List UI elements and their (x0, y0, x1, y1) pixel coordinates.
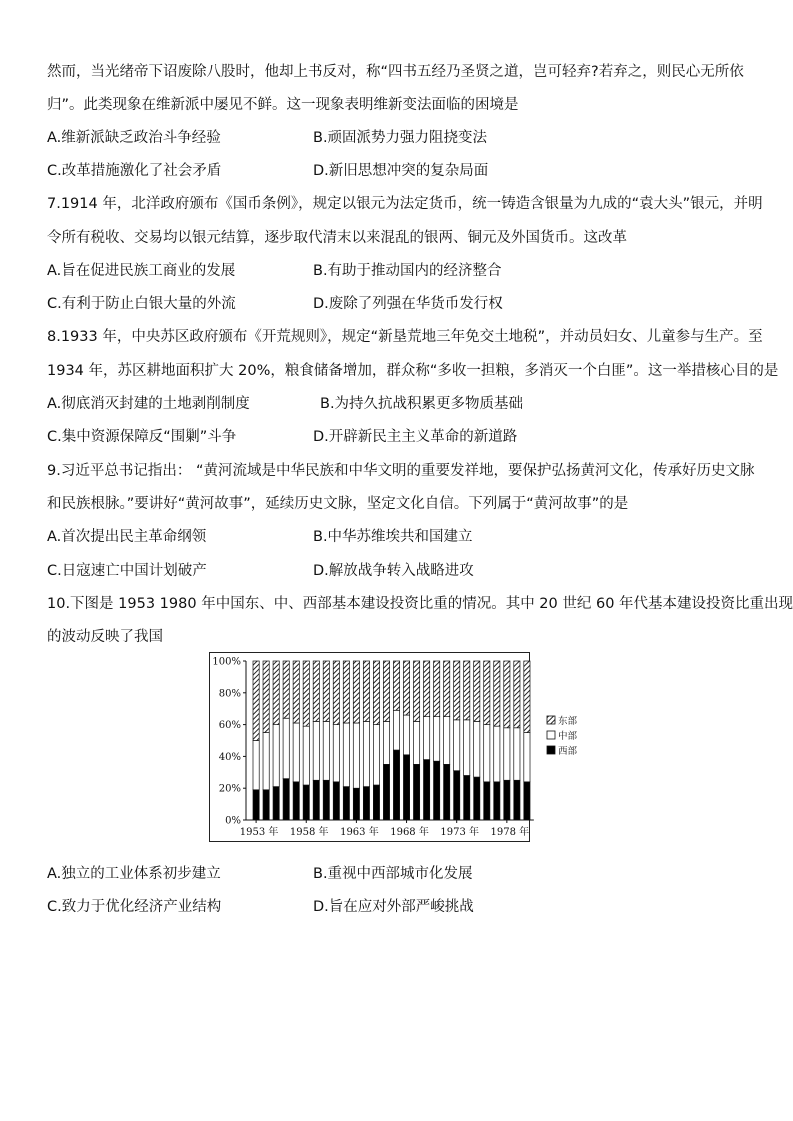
x-tick-label: 1953 年 (239, 827, 279, 838)
q8-stem-line1: 8.1933 年，中央苏区政府颁布《开荒规则》，规定“新垦荒地三年免交土地税”，并动员妇女、儿童参与生产。至 (47, 329, 763, 345)
x-tick-label: 1973 年 (440, 827, 480, 838)
q10-option-c[interactable]: C.致力于优化经济产业结构 (47, 899, 222, 915)
y-tick-label: 100% (212, 656, 241, 668)
bar-segment-中部-1978 (504, 728, 510, 780)
bar-segment-中部-1958 (303, 726, 309, 785)
bar-segment-西部-1957 (293, 782, 299, 820)
bar-segment-中部-1954 (263, 733, 269, 790)
bar-segment-西部-1967 (393, 750, 399, 820)
investment-chart (209, 652, 578, 842)
investment-chart-svg (210, 653, 578, 843)
y-tick-label: 0% (225, 815, 241, 827)
q6-option-b[interactable]: B.顽固派势力强力阻挠变法 (313, 130, 488, 146)
q7-stem-line2: 令所有税收、交易均以银元结算，逐步取代清末以来混乱的银两、铜元及外国货币。这改革 (47, 230, 627, 246)
bar-segment-西部-1961 (333, 782, 339, 820)
bar-segment-东部-1959 (313, 661, 319, 721)
bar-segment-东部-1960 (323, 661, 329, 721)
bar-segment-东部-1957 (293, 661, 299, 723)
bar-segment-中部-1960 (323, 721, 329, 780)
q6-stem-line2: 归”。此类现象在维新派中屡见不鲜。这一现象表明维新变法面临的困境是 (47, 97, 519, 113)
bar-segment-西部-1959 (313, 780, 319, 820)
bar-segment-中部-1968 (403, 715, 409, 755)
bar-segment-东部-1962 (343, 661, 349, 723)
q7-option-a[interactable]: A.旨在促进民族工商业的发展 (47, 263, 236, 279)
bar-segment-中部-1970 (424, 717, 430, 760)
bar-segment-东部-1958 (303, 661, 309, 726)
q10-option-d[interactable]: D.旨在应对外部严峻挑战 (313, 899, 474, 915)
bar-segment-西部-1962 (343, 787, 349, 820)
bar-segment-东部-1978 (504, 661, 510, 728)
bar-segment-中部-1967 (393, 710, 399, 750)
bar-segment-西部-1975 (474, 777, 480, 820)
q9-option-c[interactable]: C.日寇速亡中国计划破产 (47, 563, 207, 579)
bar-segment-东部-1979 (514, 661, 520, 728)
q7-option-b[interactable]: B.有助于推动国内的经济整合 (313, 263, 502, 279)
q9-stem-line1: 9.习近平总书记指出： “黄河流域是中华民族和中华文明的重要发祥地，要保护弘扬黄河文化，传承好历史文脉 (47, 463, 755, 479)
q9-stem-line2: 和民族根脉。”要讲好“黄河故事”，延续历史文脉，坚定文化自信。下列属于“黄河故事”的是 (47, 496, 629, 512)
bar-segment-东部-1966 (383, 661, 389, 721)
bar-segment-中部-1969 (413, 721, 419, 764)
bar-segment-中部-1956 (283, 718, 289, 778)
bar-segment-西部-1960 (323, 780, 329, 820)
bar-segment-东部-1980 (524, 661, 530, 733)
bar-segment-中部-1963 (353, 723, 359, 788)
y-tick-label: 20% (218, 783, 241, 795)
bar-segment-东部-1955 (273, 661, 279, 725)
bar-segment-东部-1961 (333, 661, 339, 725)
x-tick-label: 1968 年 (390, 827, 429, 838)
legend-swatch-中部 (547, 731, 555, 739)
bar-segment-中部-1959 (313, 721, 319, 780)
legend-label-中部: 中部 (558, 731, 578, 742)
bar-segment-东部-1975 (474, 661, 480, 721)
q9-option-d[interactable]: D.解放战争转入战略进攻 (313, 563, 474, 579)
bar-segment-西部-1976 (484, 782, 490, 820)
q6-option-c[interactable]: C.改革措施激化了社会矛盾 (47, 163, 222, 179)
bar-segment-东部-1964 (363, 661, 369, 721)
bar-segment-东部-1954 (263, 661, 269, 733)
x-tick-label: 1963 年 (340, 827, 379, 838)
bar-segment-中部-1974 (464, 720, 470, 776)
q6-stem-line1: 然而，当光绪帝下诏废除八股时，他却上书反对，称“四书五经乃圣贤之道，岂可轻弃?若弃之，则民心无所依 (47, 64, 744, 80)
bar-segment-中部-1966 (383, 721, 389, 764)
q8-stem-line2: 1934 年，苏区耕地面积扩大 20%，粮食储备增加，群众称“多收一担粮，多消灭一个白匪”。这一举措核心目的是 (47, 363, 779, 379)
bar-segment-中部-1955 (273, 725, 279, 787)
bar-segment-中部-1962 (343, 723, 349, 787)
q7-option-d[interactable]: D.废除了列强在华货币发行权 (313, 296, 503, 312)
bar-segment-中部-1965 (373, 725, 379, 785)
bar-segment-东部-1971 (434, 661, 440, 717)
bar-segment-西部-1973 (454, 771, 460, 820)
bar-segment-西部-1954 (263, 790, 269, 820)
q7-stem-line1: 7.1914 年，北洋政府颁布《国币条例》，规定以银元为法定货币，统一铸造含银量为九成的“袁大头”银元，并明 (47, 196, 763, 212)
bar-segment-中部-1975 (474, 721, 480, 777)
bar-segment-中部-1976 (484, 725, 490, 782)
bar-segment-西部-1968 (403, 755, 409, 820)
legend-swatch-东部 (547, 716, 555, 724)
bar-segment-中部-1964 (363, 721, 369, 786)
bar-segment-东部-1976 (484, 661, 490, 725)
q8-option-d[interactable]: D.开辟新民主主义革命的新道路 (313, 429, 518, 445)
legend-swatch-西部 (547, 746, 555, 754)
q10-option-b[interactable]: B.重视中西部城市化发展 (313, 866, 473, 882)
bar-segment-西部-1953 (253, 790, 259, 820)
bar-segment-西部-1955 (273, 787, 279, 820)
y-tick-label: 40% (218, 751, 241, 763)
bar-segment-东部-1977 (494, 661, 500, 726)
q9-option-b[interactable]: B.中华苏维埃共和国建立 (313, 529, 473, 545)
bar-segment-东部-1956 (283, 661, 289, 718)
q6-option-a[interactable]: A.维新派缺乏政治斗争经验 (47, 130, 221, 146)
bar-segment-西部-1977 (494, 782, 500, 820)
bar-segment-西部-1971 (434, 761, 440, 820)
bar-segment-中部-1957 (293, 723, 299, 782)
y-tick-label: 60% (218, 720, 241, 732)
bar-segment-西部-1964 (363, 787, 369, 820)
q8-option-c[interactable]: C.集中资源保障反“围剿”斗争 (47, 429, 237, 445)
q8-option-b[interactable]: B.为持久抗战积累更多物质基础 (320, 396, 524, 412)
bar-segment-东部-1973 (454, 661, 460, 720)
bar-segment-西部-1969 (413, 764, 419, 820)
legend-label-东部: 东部 (558, 716, 578, 727)
bar-segment-中部-1980 (524, 733, 530, 782)
bar-segment-东部-1974 (464, 661, 470, 720)
bar-segment-西部-1978 (504, 780, 510, 820)
q10-stem-line1: 10.下图是 1953 1980 年中国东、中、西部基本建设投资比重的情况。其中 20 世纪 60 年代基本建设投资比重出现 (47, 596, 793, 612)
y-tick-label: 80% (218, 688, 241, 700)
bar-segment-中部-1972 (444, 717, 450, 765)
bar-segment-中部-1973 (454, 720, 460, 771)
x-tick-label: 1978 年 (490, 827, 530, 838)
bar-segment-东部-1970 (424, 661, 430, 717)
q7-option-c[interactable]: C.有利于防止白银大量的外流 (47, 296, 236, 312)
q10-option-a[interactable]: A.独立的工业体系初步建立 (47, 866, 221, 882)
bar-segment-西部-1970 (424, 760, 430, 820)
bar-segment-东部-1972 (444, 661, 450, 717)
bar-segment-中部-1953 (253, 741, 259, 790)
legend-label-西部: 西部 (558, 746, 578, 757)
bar-segment-中部-1961 (333, 725, 339, 782)
bar-segment-西部-1974 (464, 775, 470, 820)
bar-segment-中部-1971 (434, 717, 440, 762)
bar-segment-西部-1963 (353, 788, 359, 820)
x-tick-label: 1958 年 (289, 827, 329, 838)
q8-option-a[interactable]: A.彻底消灭封建的土地剥削制度 (47, 396, 250, 412)
bar-segment-东部-1969 (413, 661, 419, 721)
bar-segment-东部-1953 (253, 661, 259, 741)
bar-segment-东部-1967 (393, 661, 399, 710)
bar-segment-中部-1979 (514, 728, 520, 780)
bar-segment-西部-1979 (514, 780, 520, 820)
q6-option-d[interactable]: D.新旧思想冲突的复杂局面 (313, 163, 489, 179)
bar-segment-东部-1963 (353, 661, 359, 723)
bar-segment-西部-1966 (383, 764, 389, 820)
bar-segment-西部-1972 (444, 764, 450, 820)
bar-segment-西部-1965 (373, 785, 379, 820)
bar-segment-西部-1980 (524, 782, 530, 820)
q9-option-a[interactable]: A.首次提出民主革命纲领 (47, 529, 207, 545)
bar-segment-西部-1958 (303, 785, 309, 820)
bar-segment-西部-1956 (283, 779, 289, 820)
bar-segment-中部-1977 (494, 726, 500, 782)
bar-segment-东部-1968 (403, 661, 409, 715)
bar-segment-东部-1965 (373, 661, 379, 725)
q10-stem-line2: 的波动反映了我国 (47, 629, 163, 645)
